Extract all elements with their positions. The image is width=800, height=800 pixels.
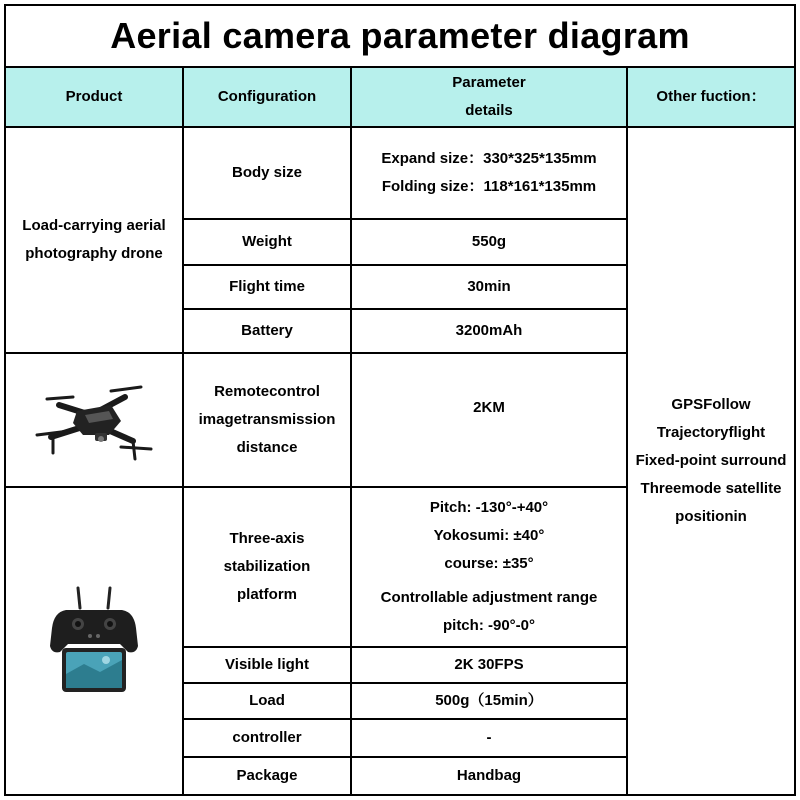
remote-controller-icon [44,586,144,696]
other-function-line-1: GPSFollow [671,396,751,413]
detail-load: 500g（15min） [352,684,628,720]
config-body-size: Body size [184,128,352,220]
detail-visible-light: 2K 30FPS [352,648,628,684]
detail-folding-size: Folding size：118*161*135mm [381,178,597,195]
detail-controller: - [352,720,628,758]
detail-battery: 3200mAh [352,310,628,354]
header-parameter-line: Parameter [452,74,526,91]
other-function-line-2: Trajectoryflight [656,424,766,441]
other-function-line-4: Threemode satellite [640,480,782,497]
config-load: Load [184,684,352,720]
detail-package: Handbag [352,758,628,794]
config-remote-line-3: distance [236,439,298,456]
config-gimbal-line-3: platform [237,586,297,603]
config-remote-line-2: imagetransmission [198,411,336,428]
header-details-line: details [465,102,513,119]
controller-image-cell [6,488,184,794]
detail-body-size [352,128,628,220]
detail-gimbal-range-label: Controllable adjustment range [380,589,598,606]
detail-gimbal-yokosumi: Yokosumi: ±40° [433,527,545,544]
detail-gimbal-range-pitch: pitch: -90°-0° [442,617,535,634]
header-product: Product [6,66,184,128]
detail-gimbal-pitch: Pitch: -130°-+40° [429,499,549,516]
header-parameter-details [352,66,628,128]
product-name-cell [6,128,184,354]
page-title: Aerial camera parameter diagram [110,15,690,56]
header-configuration: Configuration [184,66,352,128]
detail-weight: 550g [352,220,628,266]
detail-remote-distance: 2KM [352,354,628,488]
header-other-function: Other fuction： [628,66,794,128]
detail-gimbal [352,488,628,648]
config-package: Package [184,758,352,794]
drone-icon [29,375,159,465]
config-flight-time: Flight time [184,266,352,310]
config-battery: Battery [184,310,352,354]
drone-image-cell [6,354,184,488]
parameter-sheet [4,4,796,796]
config-remote-line-1: Remotecontrol [214,383,320,400]
product-name-line-1: Load-carrying aerial [22,217,166,234]
other-function-cell [628,128,794,794]
config-visible-light: Visible light [184,648,352,684]
config-remote-distance [184,354,352,488]
config-gimbal-line-1: Three-axis [229,530,305,547]
other-function-line-5: positionin [675,508,747,525]
config-gimbal-line-2: stabilization [223,558,311,575]
config-controller: controller [184,720,352,758]
detail-flight-time: 30min [352,266,628,310]
product-name-line-2: photography drone [25,245,163,262]
parameter-table [6,66,794,794]
config-weight: Weight [184,220,352,266]
detail-gimbal-course: course: ±35° [444,555,534,572]
detail-expand-size: Expand size：330*325*135mm [381,150,597,167]
other-function-line-3: Fixed-point surround [635,452,787,469]
config-gimbal [184,488,352,648]
